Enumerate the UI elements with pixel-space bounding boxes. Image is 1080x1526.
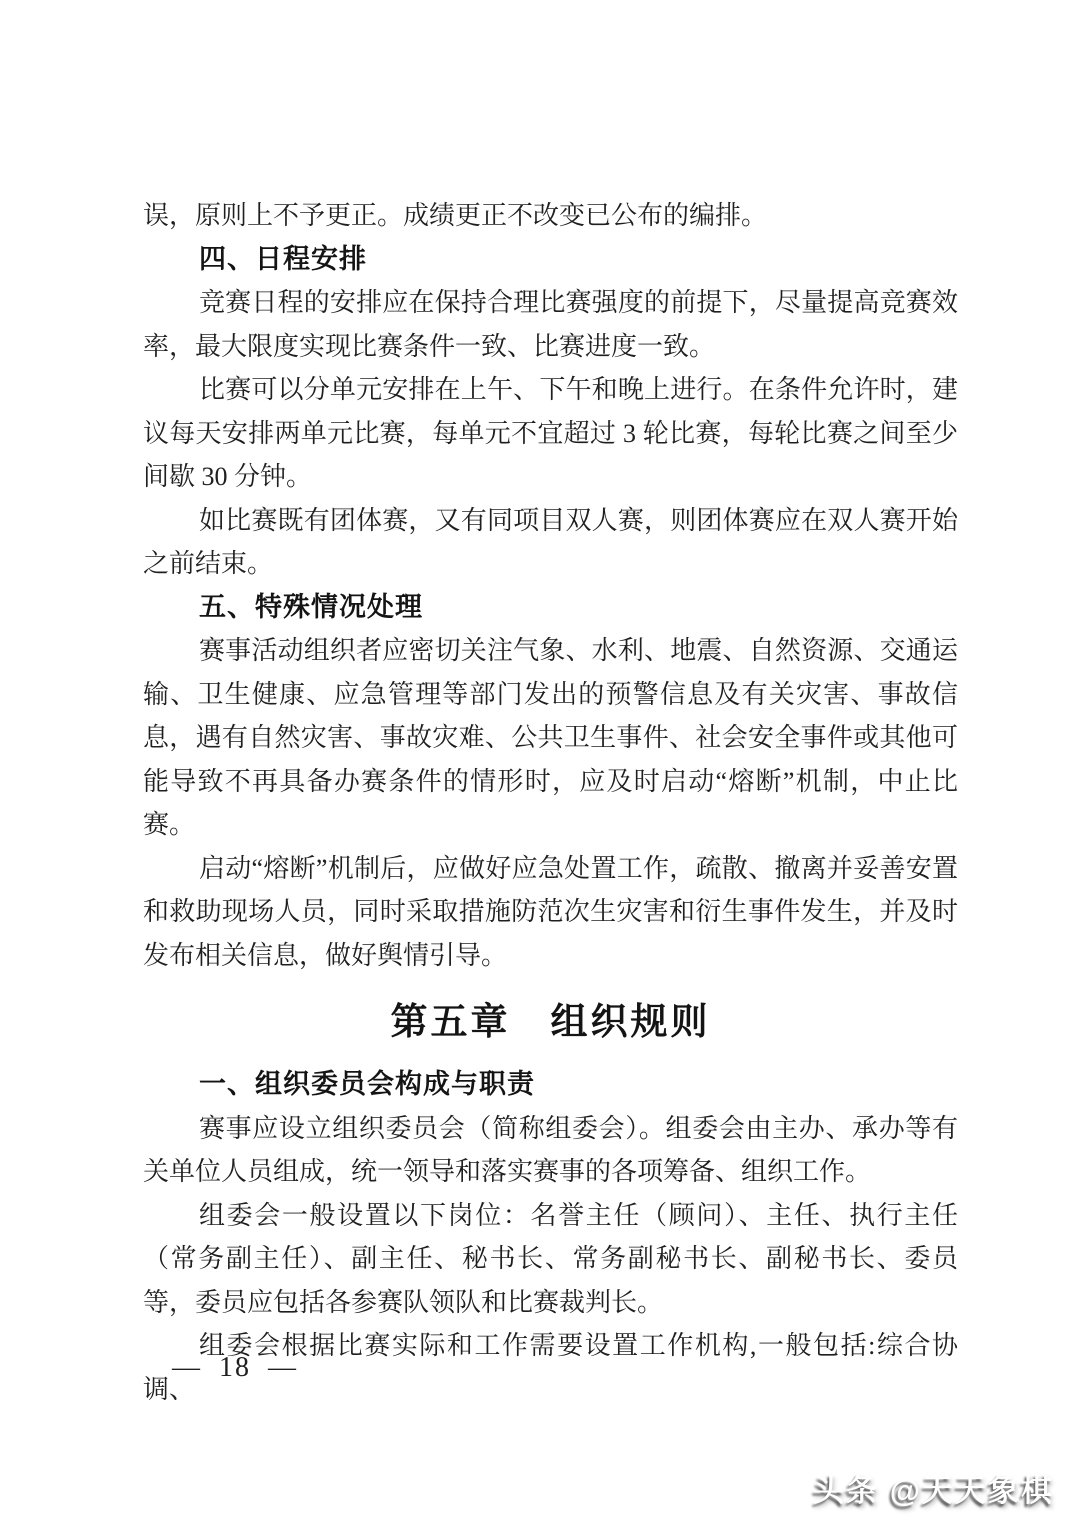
paragraph: 误，原则上不予更正。成绩更正不改变已公布的编排。 xyxy=(143,201,768,230)
paragraph: 竞赛日程的安排应在保持合理比赛强度的前提下，尽量提高竞赛效率，最大限度实现比赛条件一致、比赛进度一致。 xyxy=(143,288,958,361)
section-heading: 四、日程安排 xyxy=(199,243,367,274)
paragraph: 赛事应设立组织委员会（简称组委会）。组委会由主办、承办等有关单位人员组成，统一领导和落实赛事的各项筹备、组织工作。 xyxy=(143,1113,958,1186)
document-body xyxy=(143,194,958,1411)
paragraph: 如比赛既有团体赛，又有同项目双人赛，则团体赛应在双人赛开始之前结束。 xyxy=(143,505,958,578)
paragraph: 组委会一般设置以下岗位：名誉主任（顾问）、主任、执行主任（常务副主任）、副主任、秘书长、常务副秘书长、副秘书长、委员等，委员应包括各参赛队领队和比赛裁判长。 xyxy=(143,1200,958,1317)
paragraph: 比赛可以分单元安排在上午、下午和晚上进行。在条件允许时，建议每天安排两单元比赛，每单元不宜超过 3 轮比赛，每轮比赛之间至少间歇 30 分钟。 xyxy=(143,375,958,491)
watermark: 头条 @天天象棋 xyxy=(813,1473,1054,1508)
paragraph: 启动“熔断”机制后，应做好应急处置工作，疏散、撤离并妥善安置和救助现场人员，同时采取措施防范次生灾害和衍生事件发生，并及时发布相关信息，做好舆情引导。 xyxy=(143,853,958,970)
section-heading: 一、组织委员会构成与职责 xyxy=(199,1069,535,1099)
paragraph: 组委会根据比赛实际和工作需要设置工作机构,一般包括:综合协调、 xyxy=(143,1331,958,1404)
page-number: — 18 — xyxy=(172,1352,298,1383)
section-heading: 五、特殊情况处理 xyxy=(199,591,423,622)
paragraph: 赛事活动组织者应密切关注气象、水利、地震、自然资源、交通运输、卫生健康、应急管理等部门发出的预警信息及有关灾害、事故信息，遇有自然灾害、事故灾难、公共卫生事件、社会安全事件或其他可能导致不再具备办赛条件的情形时，应及时启动“熔断”机制，中止比赛。 xyxy=(143,636,958,839)
chapter-title: 第五章 组织规则 xyxy=(390,1002,711,1043)
